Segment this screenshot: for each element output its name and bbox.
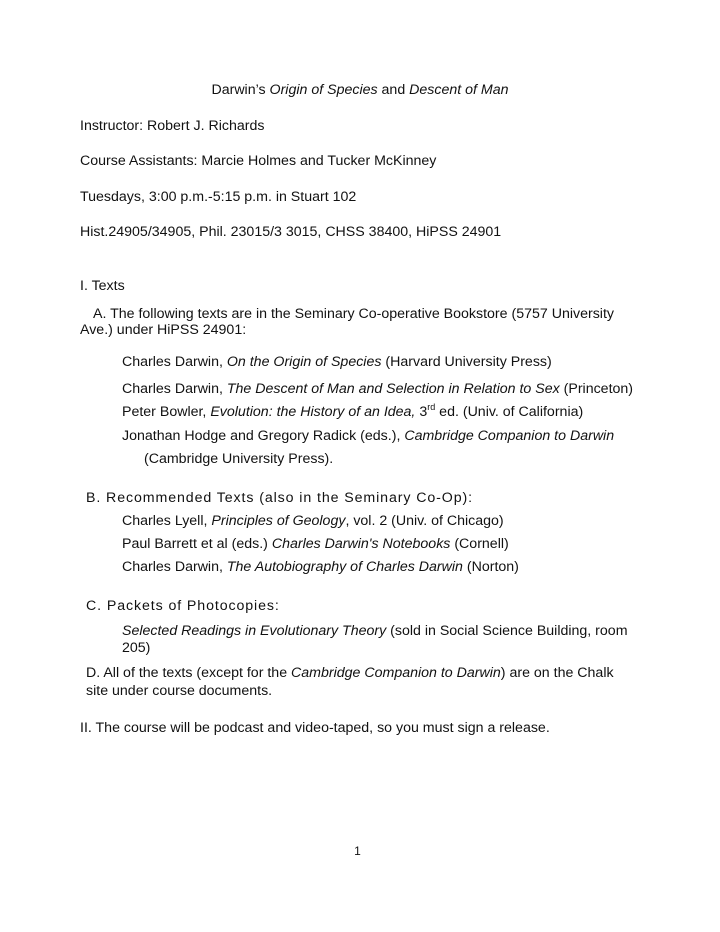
page-title	[0, 82, 720, 99]
section-d-line2: site under course documents.	[86, 683, 273, 699]
book-item-continuation: (Cambridge University Press).	[144, 451, 334, 467]
instructor-line: Instructor: Robert J. Richards	[80, 118, 265, 134]
packet-item-continuation: 205)	[122, 640, 151, 656]
section-a-line1: A. The following texts are in the Seminary Co-operative Bookstore (5757 University	[93, 306, 614, 322]
section-b-heading: B. Recommended Texts (also in the Seminary Co-Op):	[86, 490, 473, 506]
title-origin: Origin of Species	[269, 82, 378, 98]
course-numbers-line: Hist.24905/34905, Phil. 23015/3 3015, CHSS 38400, HiPSS 24901	[80, 224, 502, 240]
assistants-line: Course Assistants: Marcie Holmes and Tucker McKinney	[80, 153, 437, 169]
recommended-item: Charles Darwin, The Autobiography of Charles Darwin (Norton)	[122, 559, 519, 575]
book-item: Jonathan Hodge and Gregory Radick (eds.), Cambridge Companion to Darwin	[122, 428, 615, 444]
book-item: Charles Darwin, On the Origin of Species (Harvard University Press)	[122, 354, 552, 370]
section-podcast-line: II. The course will be podcast and video-taped, so you must sign a release.	[80, 720, 550, 736]
book-item: Peter Bowler, Evolution: the History of an Idea, 3rd ed. (Univ. of California)	[122, 402, 584, 420]
page-number: 1	[354, 844, 361, 858]
recommended-item: Charles Lyell, Principles of Geology, vol. 2 (Univ. of Chicago)	[122, 513, 504, 529]
section-a-line2: Ave.) under HiPSS 24901:	[80, 322, 247, 338]
section-d-line1: D. All of the texts (except for the Cambridge Companion to Darwin) are on the Chalk	[86, 665, 614, 681]
title-descent: Descent of Man	[409, 82, 509, 98]
schedule-line: Tuesdays, 3:00 p.m.-5:15 p.m. in Stuart 102	[80, 189, 357, 205]
packet-item: Selected Readings in Evolutionary Theory (sold in Social Science Building, room	[122, 623, 628, 639]
section-c-heading: C. Packets of Photocopies:	[86, 598, 280, 614]
section-texts-heading: I. Texts	[80, 278, 125, 294]
title-prefix: Darwin’s	[211, 82, 270, 98]
title-and: and	[377, 82, 410, 98]
recommended-item: Paul Barrett et al (eds.) Charles Darwin's Notebooks (Cornell)	[122, 536, 509, 552]
book-item: Charles Darwin, The Descent of Man and Selection in Relation to Sex (Princeton)	[122, 381, 634, 397]
